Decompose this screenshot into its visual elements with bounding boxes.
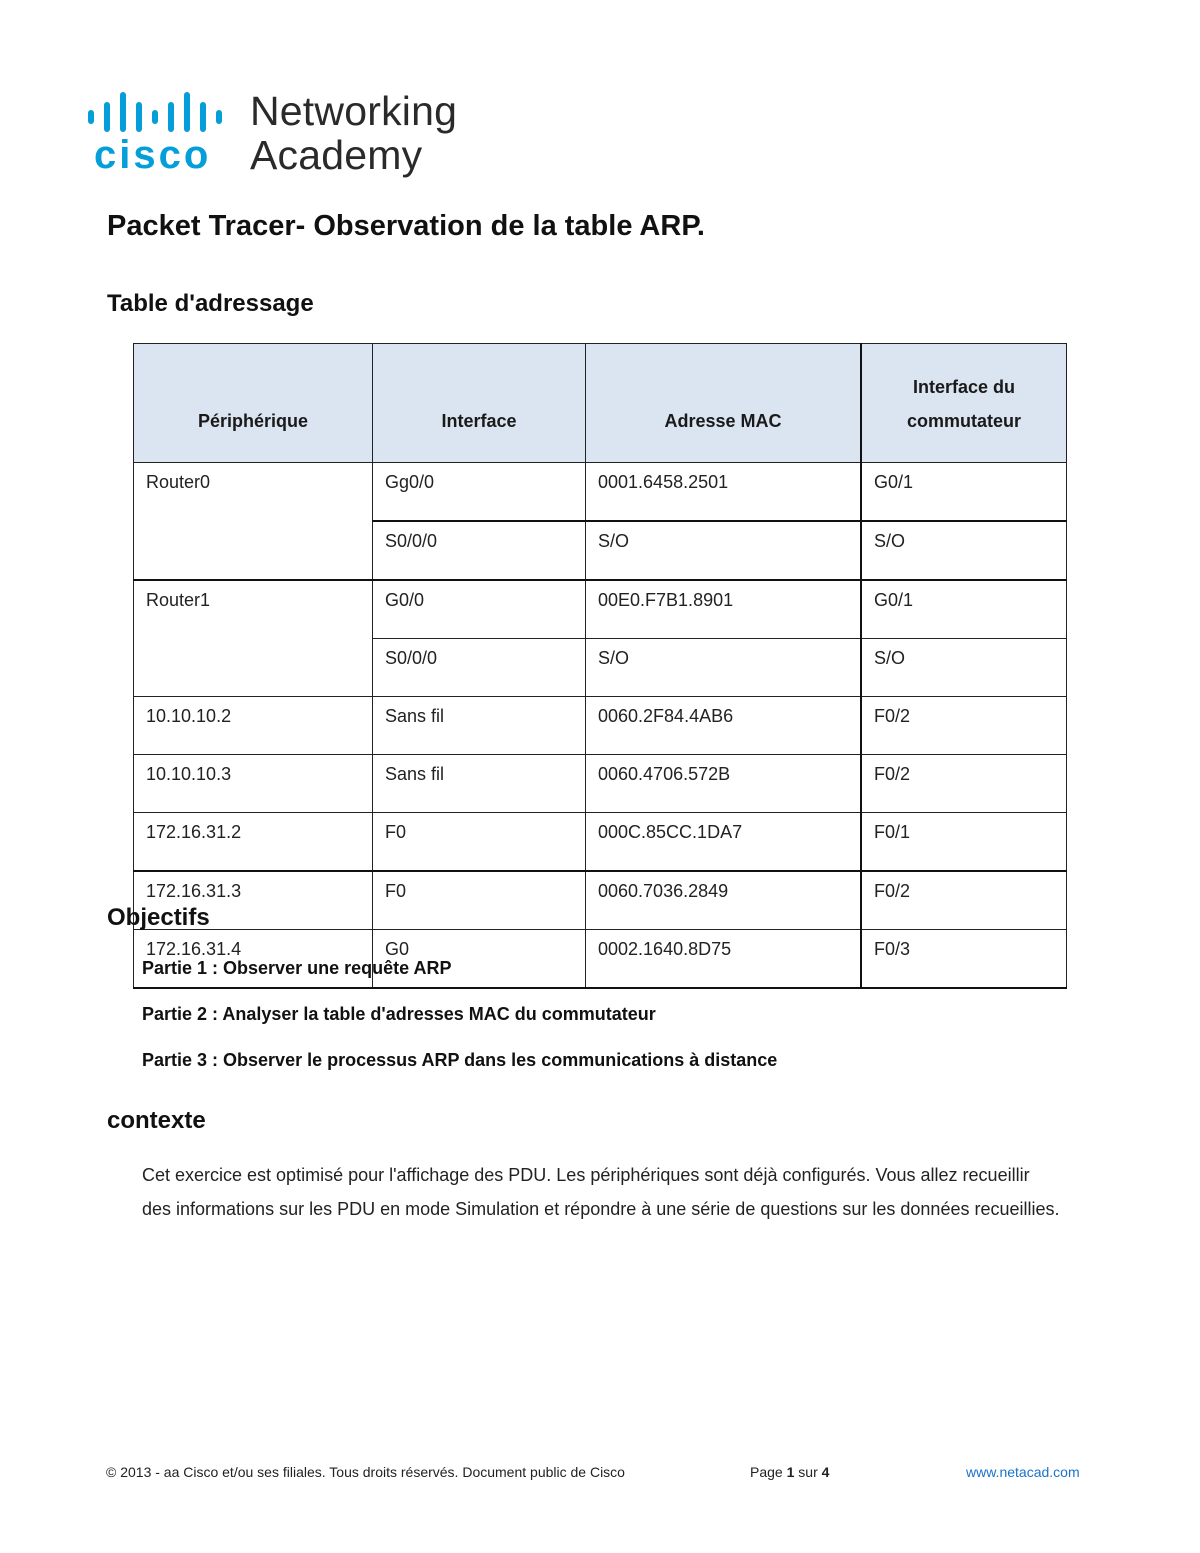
cell-switch-interface: F0/2 bbox=[861, 871, 1067, 930]
cisco-bars-icon bbox=[84, 88, 234, 178]
table-row bbox=[134, 813, 1067, 872]
footer-website-link[interactable]: www.netacad.com bbox=[966, 1464, 1080, 1480]
cell-interface: F0 bbox=[373, 813, 586, 872]
cell-interface: Gg0/0 bbox=[373, 463, 586, 522]
page-title: Packet Tracer- Observation de la table ARP. bbox=[107, 210, 705, 242]
table-row bbox=[134, 580, 1067, 639]
addressing-table bbox=[133, 343, 1067, 989]
cisco-wordmark: cisco bbox=[94, 133, 212, 177]
section-heading-addressing: Table d'adressage bbox=[107, 290, 314, 317]
cell-device: 172.16.31.2 bbox=[134, 813, 373, 872]
column-header-device: Périphérique bbox=[134, 344, 373, 463]
table-row bbox=[134, 697, 1067, 755]
cell-interface: Sans fil bbox=[373, 697, 586, 755]
objective-item-1: Partie 1 : Observer une requête ARP bbox=[142, 958, 452, 978]
cell-mac: 0060.2F84.4AB6 bbox=[586, 697, 862, 755]
cell-mac: S/O bbox=[586, 521, 862, 580]
cell-switch-interface: S/O bbox=[861, 639, 1067, 697]
cell-mac: 0001.6458.2501 bbox=[586, 463, 862, 522]
cisco-networking-academy-logo bbox=[84, 88, 484, 178]
cell-mac: 000C.85CC.1DA7 bbox=[586, 813, 862, 872]
cell-device: 10.10.10.3 bbox=[134, 755, 373, 813]
footer-page-sep: sur bbox=[798, 1464, 818, 1480]
column-header-switch-interface: Interface du commutateur bbox=[861, 344, 1067, 463]
footer-page-number bbox=[750, 1464, 829, 1480]
section-heading-context: contexte bbox=[107, 1107, 206, 1134]
table-row bbox=[134, 871, 1067, 930]
cell-mac: 0002.1640.8D75 bbox=[586, 930, 862, 989]
cell-interface: S0/0/0 bbox=[373, 639, 586, 697]
table-row bbox=[134, 463, 1067, 522]
cell-device: Router0 bbox=[134, 463, 373, 581]
footer-page-current: 1 bbox=[786, 1464, 795, 1480]
cell-switch-interface: S/O bbox=[861, 521, 1067, 580]
objective-item-2: Partie 2 : Analyser la table d'adresses MAC du commutateur bbox=[142, 1004, 656, 1024]
cell-switch-interface: G0/1 bbox=[861, 580, 1067, 639]
column-header-mac: Adresse MAC bbox=[586, 344, 862, 463]
cell-mac: 0060.7036.2849 bbox=[586, 871, 862, 930]
table-header-row bbox=[134, 344, 1067, 463]
cell-interface: G0 bbox=[373, 930, 586, 989]
column-header-interface: Interface bbox=[373, 344, 586, 463]
cell-switch-interface: F0/3 bbox=[861, 930, 1067, 989]
logo-line-networking: Networking bbox=[250, 88, 458, 134]
cell-interface: F0 bbox=[373, 871, 586, 930]
cell-mac: 0060.4706.572B bbox=[586, 755, 862, 813]
footer-copyright: © 2013 - aa Cisco et/ou ses filiales. Tous droits réservés. Document public de Cisco bbox=[106, 1464, 625, 1480]
objective-item-3: Partie 3 : Observer le processus ARP dans les communications à distance bbox=[142, 1050, 778, 1070]
section-heading-objectives: Objectifs bbox=[107, 904, 210, 931]
cell-interface: S0/0/0 bbox=[373, 521, 586, 580]
logo-line-academy: Academy bbox=[250, 132, 423, 178]
cell-device: 10.10.10.2 bbox=[134, 697, 373, 755]
cell-switch-interface: F0/1 bbox=[861, 813, 1067, 872]
context-paragraph: Cet exercice est optimisé pour l'affichage des PDU. Les périphériques sont déjà configurés. Vous allez recueillir des informations sur les PDU en mode Simulation et répondre à une série de questions sur les données recueillies. bbox=[142, 1165, 1060, 1219]
footer-page-total: 4 bbox=[821, 1464, 830, 1480]
cell-interface: Sans fil bbox=[373, 755, 586, 813]
cell-switch-interface: F0/2 bbox=[861, 697, 1067, 755]
cell-switch-interface: G0/1 bbox=[861, 463, 1067, 522]
table-row bbox=[134, 755, 1067, 813]
cell-device: Router1 bbox=[134, 580, 373, 697]
cell-mac: 00E0.F7B1.8901 bbox=[586, 580, 862, 639]
footer-page-prefix: Page bbox=[750, 1464, 783, 1480]
cell-device: 172.16.31.3 bbox=[134, 871, 373, 930]
cell-interface: G0/0 bbox=[373, 580, 586, 639]
cell-device: 172.16.31.4 bbox=[134, 930, 373, 989]
cell-mac: S/O bbox=[586, 639, 862, 697]
cell-switch-interface: F0/2 bbox=[861, 755, 1067, 813]
